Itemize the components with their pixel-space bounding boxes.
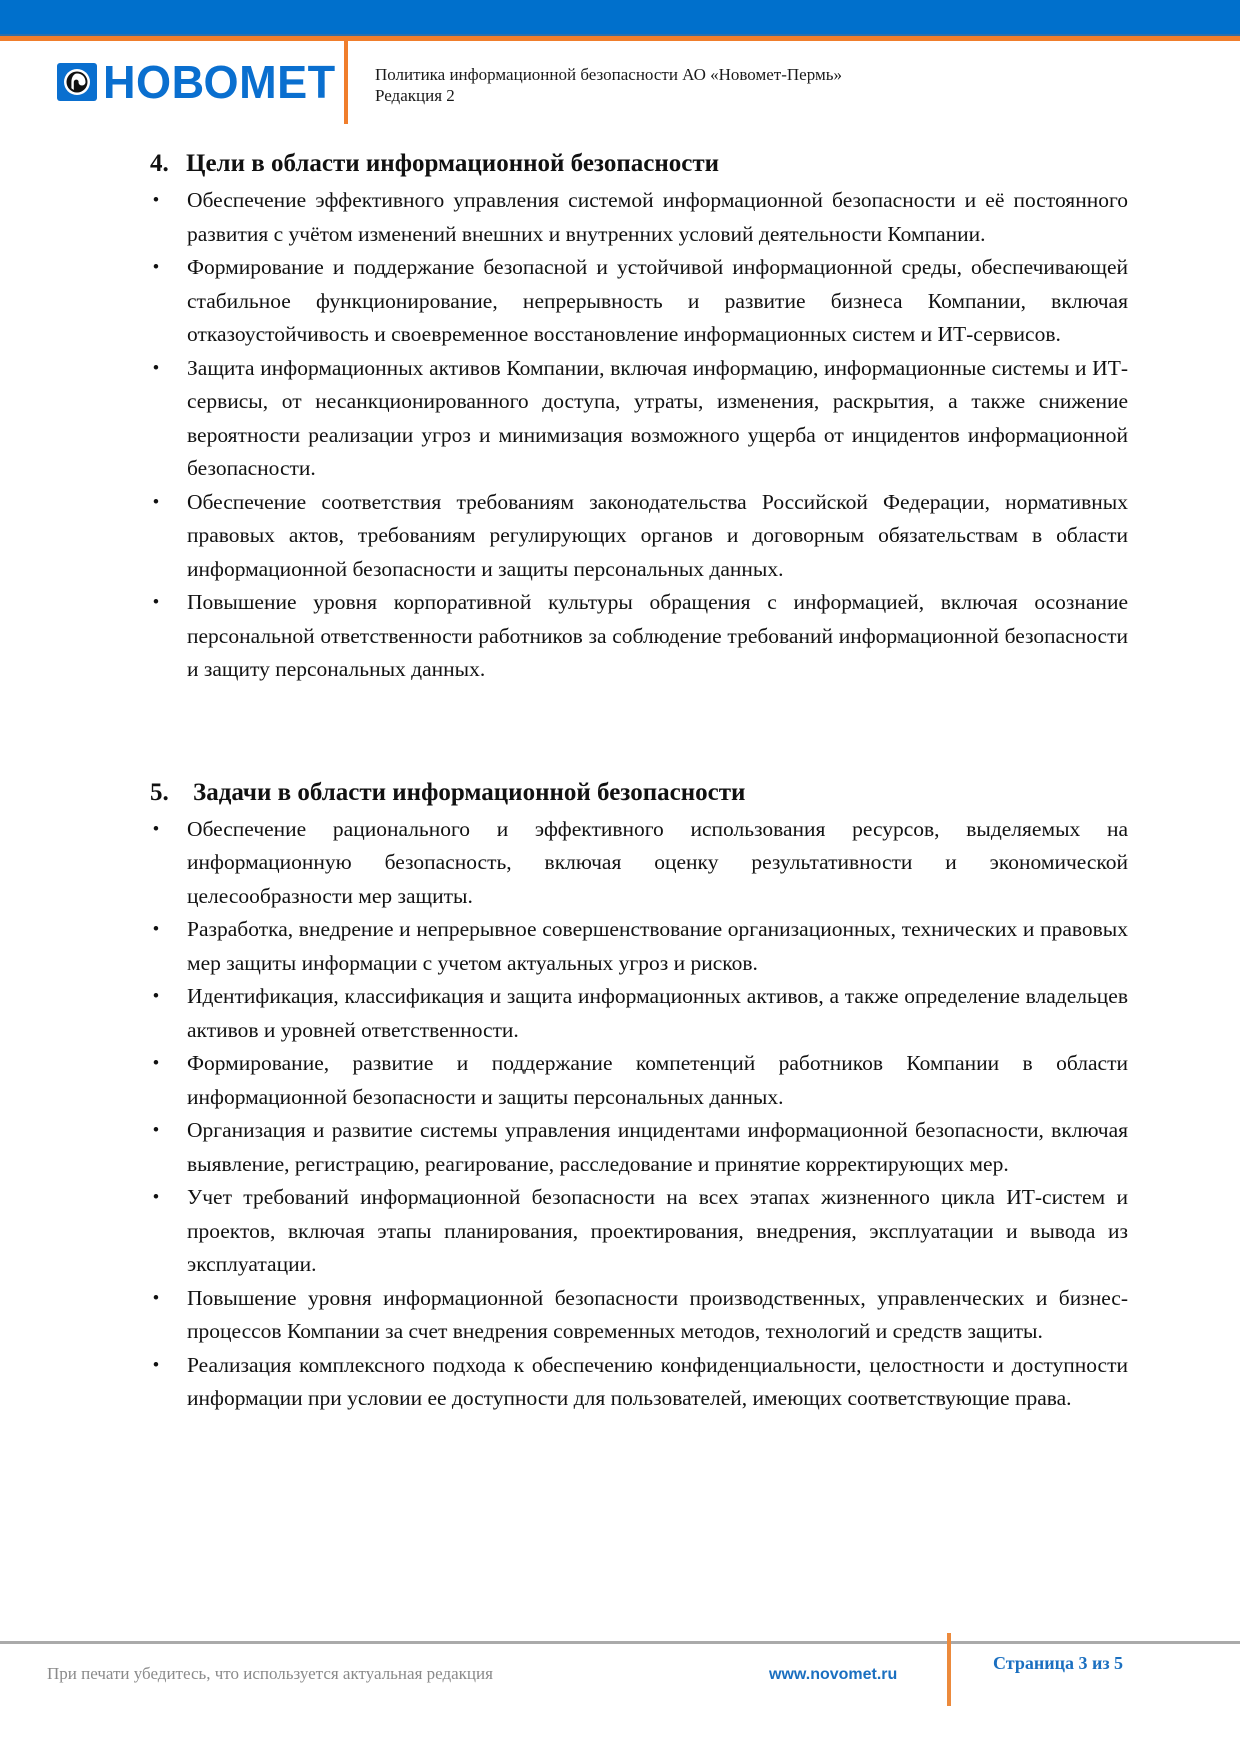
- document-revision: Редакция 2: [375, 86, 455, 105]
- document-body: [150, 148, 1128, 1416]
- document-title: Политика информационной безопасности АО «Новомет-Пермь»: [375, 65, 842, 84]
- list-item: [150, 913, 1128, 980]
- document-header: [375, 64, 842, 106]
- list-item: [150, 813, 1128, 914]
- section-number: 4.: [150, 150, 169, 177]
- bullet-icon: •: [152, 1187, 160, 1208]
- section-spacer: [150, 687, 1128, 777]
- list-item: [150, 586, 1128, 687]
- bullet-icon: •: [152, 257, 160, 278]
- section-heading: [150, 148, 1128, 184]
- list-item: [150, 184, 1128, 251]
- list-item-text: Формирование и поддержание безопасной и устойчивой информационной среды, обеспечивающей стабильное функционирование, непрерывность и развитие бизнеса Компании, включая отказоустойчивость и своевременное восстановление информационных систем и ИТ-сервисов.: [187, 255, 1128, 346]
- print-notice: При печати убедитесь, что используется актуальная редакция: [47, 1664, 493, 1683]
- list-item-text: Реализация комплексного подхода к обеспечению конфиденциальности, целостности и доступности информации при условии ее доступности для пользователей, имеющих соответствующие права.: [187, 1352, 1128, 1410]
- bullet-icon: •: [152, 357, 160, 379]
- footer-divider: [947, 1633, 951, 1706]
- footer-rule: [0, 1641, 1240, 1644]
- bullet-icon: •: [152, 986, 160, 1007]
- website-link[interactable]: www.novomet.ru: [769, 1666, 898, 1683]
- list-item-text: Организация и развитие системы управления инцидентами информационной безопасности, включая выявление, регистрацию, реагирование, расследование и принятие корректирующих мер.: [187, 1118, 1128, 1176]
- section-heading: [150, 777, 1128, 813]
- novomet-logo-icon: [57, 63, 97, 101]
- page-number: Страница 3 из 5: [993, 1653, 1124, 1673]
- section-title-text: Цели в области информационной безопасности: [186, 150, 720, 177]
- list-item-text: Учет требований информационной безопасности на всех этапах жизненного цикла ИТ-систем и проектов, включая этапы планирования, проектирования, внедрения, эксплуатации и вывода из эксплуатации.: [187, 1185, 1128, 1276]
- header-accent-line: [0, 36, 1240, 41]
- section-goals: [150, 148, 1128, 687]
- list-item: [150, 1181, 1128, 1282]
- list-item-text: Обеспечение соответствия требованиям законодательства Российской Федерации, нормативных правовых актов, требованиям регулирующих органов и договорным обязательствам в области информационной безопасности и защиты персональных данных.: [187, 489, 1128, 581]
- bullet-icon: •: [152, 1354, 160, 1376]
- list-item-text: Защита информационных активов Компании, включая информацию, информационные системы и ИТ-сервисы, от несанкционированного доступа, утраты, изменения, раскрытия, а также снижение вероятности реализации угроз и минимизация возможного ущерба от инцидентов информационной безопасности.: [187, 355, 1128, 480]
- list-item: [150, 486, 1128, 587]
- bullet-icon: •: [152, 919, 160, 940]
- bullet-icon: •: [152, 1120, 160, 1141]
- bullet-icon: •: [152, 592, 160, 613]
- list-item-text: Обеспечение рационального и эффективного использования ресурсов, выделяемых на информационную безопасность, включая оценку результативности и экономической целесообразности мер защиты.: [187, 816, 1128, 908]
- list-item: [150, 1114, 1128, 1181]
- section-number: 5.: [150, 778, 169, 806]
- bullet-icon: •: [152, 491, 160, 513]
- list-item-text: Идентификация, классификация и защита информационных активов, а также определение владельцев активов и уровней ответственности.: [187, 984, 1128, 1042]
- company-logo: [57, 56, 340, 108]
- goals-list: [150, 184, 1128, 687]
- header-brand-bar: [0, 0, 1240, 35]
- bullet-icon: •: [152, 818, 160, 840]
- list-item-text: Повышение уровня информационной безопасности производственных, управленческих и бизнес-процессов Компании за счет внедрения современных методов, технологий и средств защиты.: [187, 1285, 1128, 1343]
- list-item: [150, 1349, 1128, 1416]
- list-item: [150, 352, 1128, 486]
- tasks-list: [150, 813, 1128, 1416]
- list-item: [150, 1047, 1128, 1114]
- list-item: [150, 1282, 1128, 1349]
- section-tasks: [150, 777, 1128, 1416]
- list-item-text: Обеспечение эффективного управления системой информационной безопасности и её постоянного развития с учётом изменений внешних и внутренних условий деятельности Компании.: [187, 188, 1128, 246]
- list-item: [150, 251, 1128, 352]
- list-item-text: Разработка, внедрение и непрерывное совершенствование организационных, технических и правовых мер защиты информации с учетом актуальных угроз и рисков.: [187, 917, 1128, 975]
- bullet-icon: •: [152, 190, 160, 211]
- header-divider: [344, 40, 348, 124]
- section-title-text: Задачи в области информационной безопасности: [193, 778, 746, 806]
- bullet-icon: •: [152, 1287, 160, 1309]
- logo-wordmark: НОВОМЕТ: [103, 56, 336, 108]
- list-item: [150, 980, 1128, 1047]
- list-item-text: Повышение уровня корпоративной культуры обращения с информацией, включая осознание персональной ответственности работников за соблюдение требований информационной безопасности и защиту персональных данных.: [187, 590, 1128, 681]
- bullet-icon: •: [152, 1053, 160, 1074]
- list-item-text: Формирование, развитие и поддержание компетенций работников Компании в области информационной безопасности и защиты персональных данных.: [187, 1051, 1128, 1109]
